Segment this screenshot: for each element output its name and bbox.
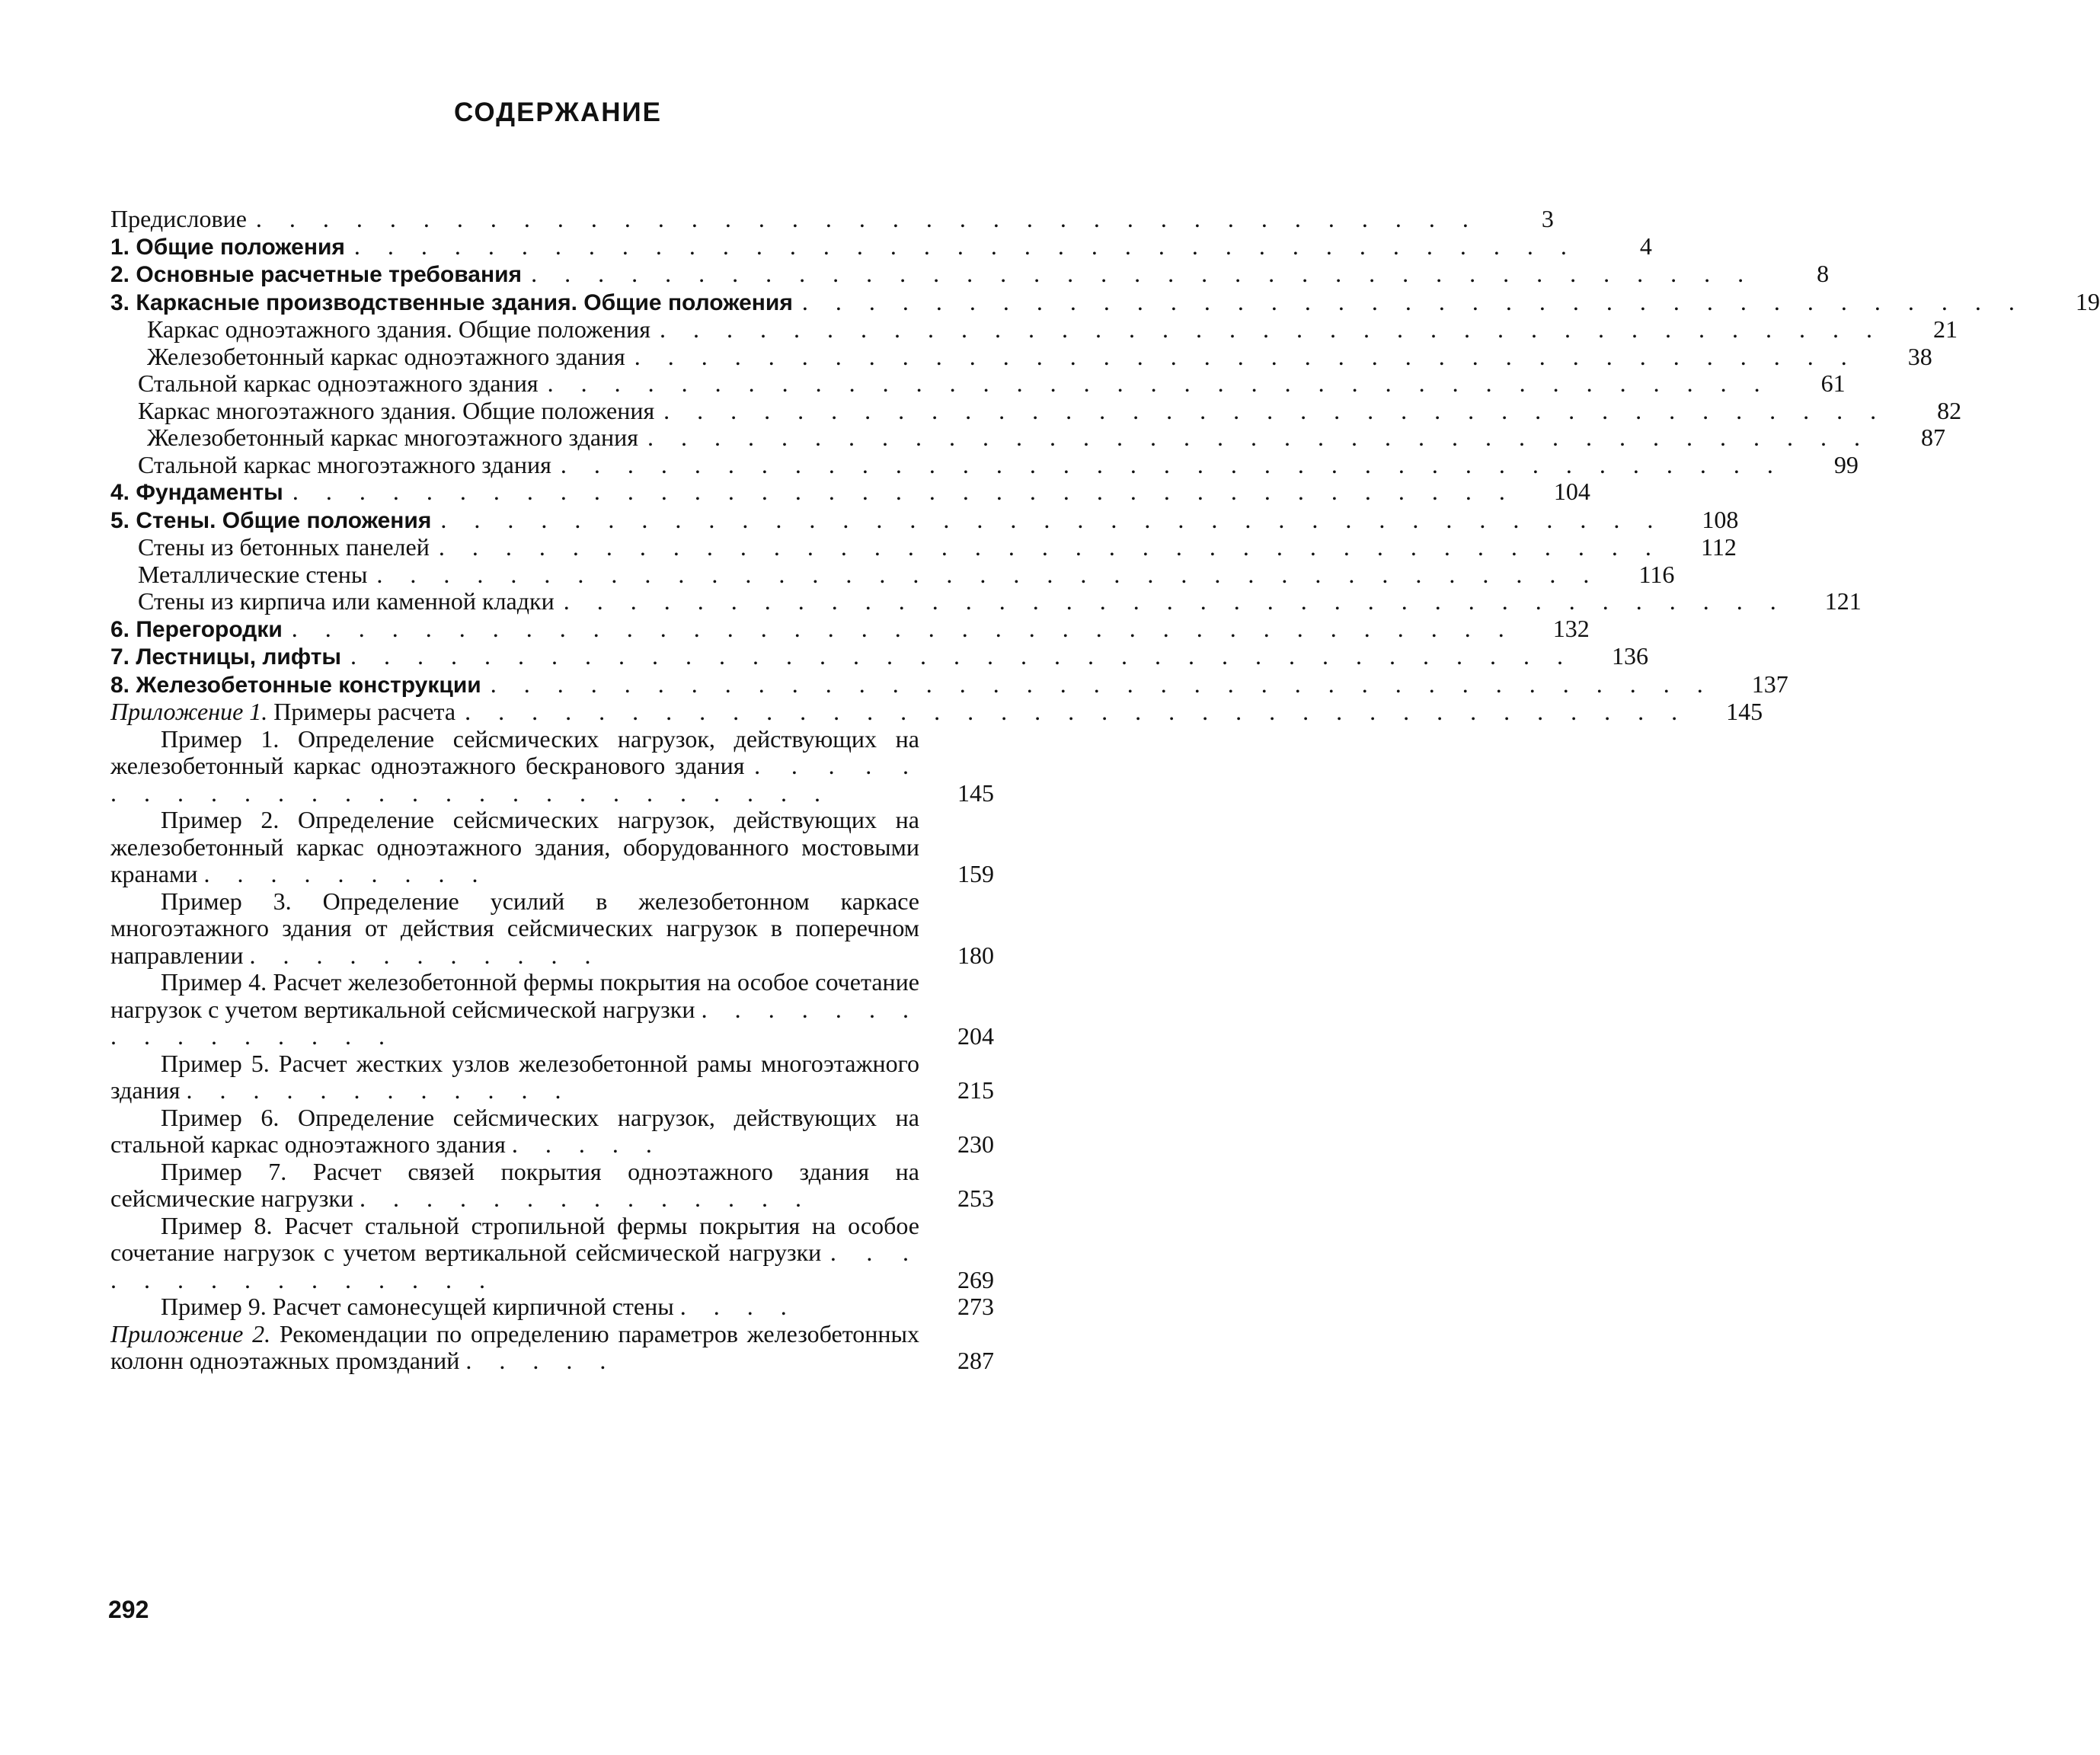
toc-entry-chapter-6	[110, 614, 1590, 644]
dot-leader: . . . . . . . . . . . . . . . .	[110, 995, 920, 1050]
toc-entry-text: Каркас многоэтажного здания. Общие положения	[138, 396, 655, 424]
dot-leader: . . . . . . . . . . . . . . . . . . . . . . . . . . . . . . . . . . . . .	[376, 560, 1600, 588]
dot-leader: . . . . . . . . . . . . . . . . . . . . . . . . . . . . . . . . . . . . .	[634, 342, 1858, 370]
dot-leader: . . . . . . . . . . . . . .	[360, 1184, 813, 1212]
appendix-label: Приложение 1.	[110, 698, 268, 725]
toc-entry-section	[110, 315, 1958, 344]
dot-leader: . . . . .	[465, 1347, 617, 1374]
toc-entry-text: Пример 4. Расчет железобетонной фермы покрытия на особое сочетание нагрузок с учетом вертикальной сейсмической нагрузки	[110, 968, 919, 1023]
dot-leader: . . . . . . . . . . . . . . .	[110, 1239, 919, 1293]
toc-entry-example-4	[110, 969, 994, 1050]
dot-leader: . . . . .	[511, 1130, 663, 1158]
toc-entry-page: 137	[1751, 670, 1788, 698]
dot-leader: . . . . . . . . . . . . . . . . . . . . . . . . . . . . . . . . . . . . .	[465, 698, 1689, 725]
toc-entry-section	[110, 424, 1945, 452]
toc-entry-text: Пример 7. Расчет связей покрытия одноэтажного здания на сейсмические нагрузки	[110, 1157, 919, 1212]
toc-entry-section	[110, 533, 1737, 561]
dot-leader: . . . . . . . . .	[203, 860, 489, 887]
dot-leader: . . . . . . . . . . . . . . . . . . . . . . . . . . . . . . . . . . . . .	[531, 260, 1755, 287]
toc-entry-chapter-1	[110, 232, 1652, 261]
toc-entry-page: 108	[1702, 505, 1739, 533]
toc-entry-text: 1. Общие положения	[110, 234, 345, 260]
toc-entry-chapter-4	[110, 478, 1590, 507]
toc-entry-section	[110, 369, 1846, 398]
toc-entry-section	[110, 396, 1962, 425]
toc-entry-section	[110, 587, 1862, 615]
toc-entry-chapter-5	[110, 505, 1739, 535]
toc-entry-text: Пример 3. Определение усилий в железобетонном каркасе многоэтажного здания от действия сейсмических нагрузок в поперечном направлении	[110, 887, 919, 969]
toc-entry-example-3	[110, 888, 994, 970]
toc-entry-page: 159	[957, 860, 994, 887]
toc-entry-page: 82	[1937, 396, 1962, 424]
dot-leader: . . . . . . . . . . . . . . . . . . . . . . . . . . . . . . . . . . . . .	[350, 642, 1574, 670]
toc-entry-page: 8	[1817, 260, 1830, 287]
page-number: 292	[108, 1596, 149, 1623]
toc-entry-page: 121	[1824, 587, 1862, 615]
toc-entry-text: Пример 9. Расчет самонесущей кирпичной стены	[161, 1293, 674, 1320]
toc-entry-page: 273	[957, 1293, 994, 1320]
dot-leader: . . . . . . . . . . . . . . . . . . . . . . . . . . . . . . . . . . . . .	[291, 614, 1515, 642]
toc-entry-page: 38	[1907, 342, 1932, 370]
dot-leader: . . . . . . . . . . .	[249, 941, 602, 969]
toc-entry-text	[110, 698, 455, 726]
toc-entry-page: 204	[957, 1022, 994, 1050]
toc-entry-page: 19	[2075, 287, 2100, 315]
toc-entry-page: 104	[1553, 478, 1590, 505]
toc-entry-page: 4	[1639, 232, 1652, 260]
toc-entry-text: Пример 6. Определение сейсмических нагрузок, действующих на стальной каркас одноэтажного здания	[110, 1103, 919, 1158]
toc-entry-text: Стальной каркас одноэтажного здания	[138, 369, 539, 397]
toc-entry-text: Пример 8. Расчет стальной стропильной фермы покрытия на особое сочетание нагрузок с учетом вертикальной сейсмической нагрузки	[110, 1211, 919, 1266]
dot-leader: . . . . . . . . . . . . . . . . . . . . . . . . . . . . . . . . . . . . .	[560, 450, 1784, 478]
dot-leader: . . . . . . . . . . . . . . . . . . . . . . . . . . . . . . . . . . . . .	[292, 478, 1516, 505]
toc-entry-text: Предисловие	[110, 205, 247, 232]
toc-entry-text: Каркас одноэтажного здания. Общие положения	[147, 315, 650, 343]
toc-entry-example-2	[110, 807, 994, 888]
toc-entry-text: 2. Основные расчетные требования	[110, 262, 523, 287]
toc-entry-text: 5. Стены. Общие положения	[110, 507, 432, 533]
toc-entry-text: 8. Железобетонные конструкции	[110, 672, 481, 698]
dot-leader: . . . . . . . . . . . . . . . . . . . . . . . . . . . . . . . . . . . . .	[490, 670, 1714, 698]
dot-leader: . . . . . . . . . . . . . . . . . . . . . . . . . . . . . . . . . . . . .	[659, 315, 1883, 343]
appendix-title: Примеры расчета	[273, 698, 456, 725]
toc-entry-text: Железобетонный каркас одноэтажного здания	[147, 342, 625, 370]
dot-leader: . . . . . . . . . . . . . . . . . . . . . . . . . . . . . . . . . . . . .	[255, 205, 1479, 232]
toc-entry-page: 112	[1701, 533, 1737, 561]
toc-entry-example-1	[110, 726, 994, 807]
toc-entry-chapter-3	[110, 287, 2100, 317]
toc-entry-text: Стены из кирпича или каменной кладки	[138, 587, 555, 615]
toc-entry-page: 136	[1612, 642, 1649, 670]
toc-entry-page: 269	[957, 1265, 994, 1293]
toc-entry-page: 145	[957, 778, 994, 807]
toc-entry-text: Металлические стены	[138, 560, 368, 588]
dot-leader: . . . . . . . . . . . . . . . . . . . . . . . . . . . . . . . . . . . . .	[440, 505, 1664, 533]
dot-leader: . . . . . . . . . . . . . . . . . . . . . . . . . . .	[110, 752, 920, 807]
toc-entry-appendix-2	[110, 1321, 994, 1375]
toc-entry-section	[110, 450, 1859, 479]
toc-entry-page: 180	[957, 941, 994, 969]
dot-leader: . . . . . . . . . . . . . . . . . . . . . . . . . . . . . . . . . . . . .	[801, 287, 2025, 315]
dot-leader: . . . . . . . . . . . . . . . . . . . . . . . . . . . . . . . . . . . . .	[547, 369, 1771, 397]
dot-leader: . . . . . . . . . . . . . . . . . . . . . . . . . . . . . . . . . . . . .	[353, 232, 1577, 260]
toc-entry-text: 4. Фундаменты	[110, 480, 283, 505]
dot-leader: . . . . . . . . . . . . . . . . . . . . . . . . . . . . . . . . . . . . .	[663, 396, 1887, 424]
dot-leader: . . . .	[679, 1293, 797, 1320]
toc-entry-text: Железобетонный каркас многоэтажного здания	[147, 424, 638, 451]
toc-entry-text: Пример 1. Определение сейсмических нагрузок, действующих на железобетонный каркас одноэтажного бескранового здания	[110, 724, 919, 779]
dot-leader: . . . . . . . . . . . . . . . . . . . . . . . . . . . . . . . . . . . . .	[563, 587, 1787, 615]
toc-entry-page: 87	[1920, 424, 1945, 451]
toc-entry-example-5	[110, 1050, 994, 1104]
toc-entry-text: Пример 2. Определение сейсмических нагрузок, действующих на железобетонный каркас одноэтажного здания, оборудованного мостовыми кранами	[110, 806, 919, 887]
toc-entry-page: 215	[957, 1076, 994, 1104]
toc-entry-chapter-7	[110, 642, 1649, 671]
toc-entry-text: 3. Каркасные производственные здания. Общие положения	[110, 289, 793, 315]
toc-entry-chapter-2	[110, 260, 1830, 289]
toc-entry-page: 145	[1726, 698, 1763, 725]
toc-entry-preface	[110, 205, 1554, 233]
toc-entry-page: 132	[1552, 614, 1590, 642]
page-title: СОДЕРЖАНИЕ	[453, 98, 662, 127]
dot-leader: . . . . . . . . . . . . . . . . . . . . . . . . . . . . . . . . . . . . .	[647, 424, 1871, 451]
dot-leader: . . . . . . . . . . . . . . . . . . . . . . . . . . . . . . . . . . . . .	[438, 533, 1662, 561]
table-of-contents	[110, 205, 2100, 1375]
toc-entry-chapter-8	[110, 670, 1788, 699]
toc-entry-section	[110, 342, 1932, 371]
dot-leader: . . . . . . . . . . . .	[186, 1076, 572, 1104]
toc-entry-page: 99	[1833, 450, 1859, 478]
toc-entry-text: Пример 5. Расчет жестких узлов железобетонной рамы многоэтажного здания	[110, 1049, 919, 1104]
toc-entry-example-6	[110, 1104, 994, 1159]
toc-entry-text: 6. Перегородки	[110, 616, 283, 642]
toc-entry-page: 21	[1932, 315, 1958, 343]
toc-entry-example-7	[110, 1159, 994, 1213]
appendix-label: Приложение 2.	[110, 1319, 271, 1347]
toc-entry-page: 253	[957, 1184, 994, 1212]
toc-entry-page: 230	[957, 1130, 994, 1158]
toc-entry-page: 287	[957, 1347, 994, 1374]
toc-entry-text: Стальной каркас многоэтажного здания	[138, 450, 551, 478]
toc-entry-page: 3	[1541, 205, 1554, 232]
toc-entry-text: 7. Лестницы, лифты	[110, 644, 342, 670]
toc-entry-page: 116	[1638, 560, 1675, 588]
toc-entry-text: Рекомендации по определению параметров железобетонных колонн одноэтажных промзданий	[110, 1319, 920, 1374]
toc-entry-section	[110, 560, 1675, 589]
toc-entry-text: Стены из бетонных панелей	[138, 533, 430, 561]
toc-entry-page: 61	[1820, 369, 1846, 397]
toc-entry-example-8	[110, 1213, 994, 1294]
toc-entry-example-9	[110, 1293, 994, 1321]
toc-entry-appendix-1	[110, 698, 1763, 726]
